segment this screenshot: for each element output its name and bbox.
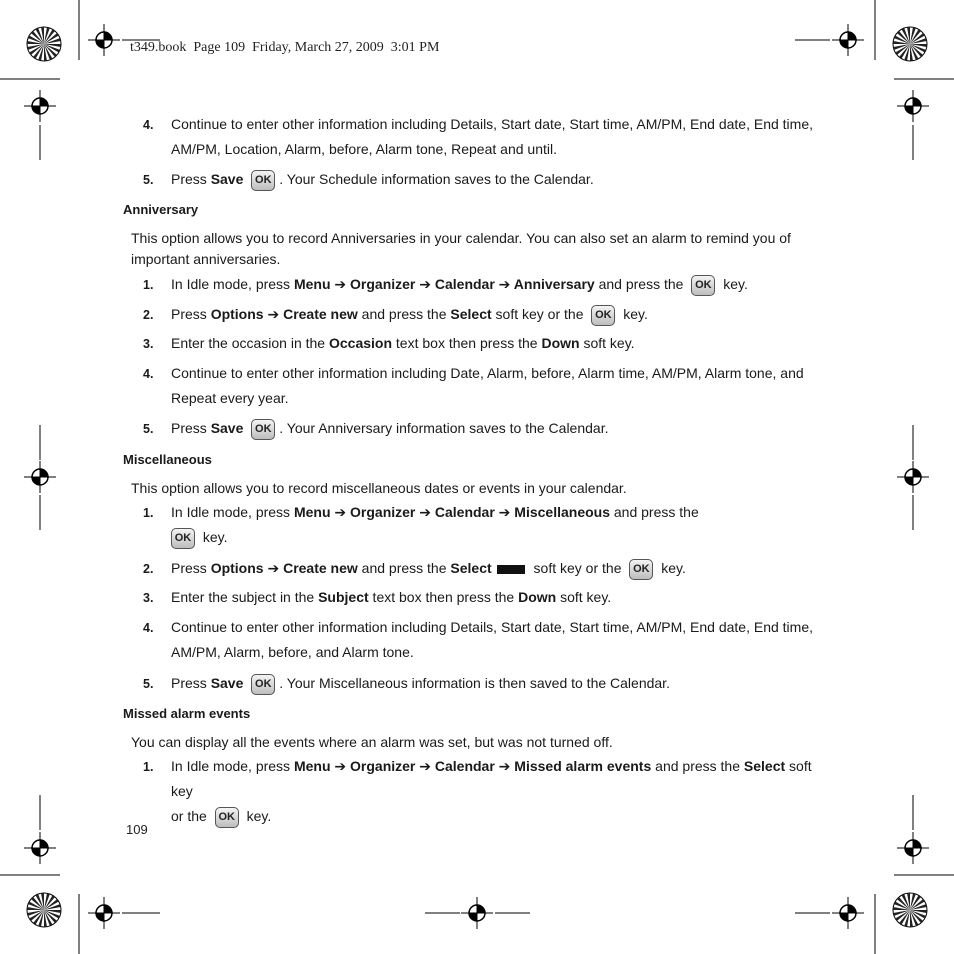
step-text: and press the bbox=[610, 504, 699, 520]
menu-path: Menu ➔ Organizer ➔ Calendar ➔ Missed alarm events bbox=[293, 758, 652, 774]
step-text: key. bbox=[657, 560, 686, 576]
down-label: Down bbox=[541, 335, 580, 351]
down-label: Down bbox=[518, 589, 557, 605]
page-number: 109 bbox=[126, 822, 148, 837]
step-text: In Idle mode, press bbox=[171, 758, 294, 774]
step-number: 1. bbox=[143, 278, 154, 292]
step-number: 1. bbox=[143, 506, 154, 520]
step-number: 5. bbox=[143, 677, 154, 691]
step-text: or the bbox=[171, 808, 211, 824]
step-text: AM/PM, Alarm, before, and Alarm tone. bbox=[171, 644, 414, 660]
step-text: Press bbox=[171, 420, 211, 436]
step-text: In Idle mode, press bbox=[171, 504, 294, 520]
step-text: Continue to enter other information including Details, Start date, Start time, AM/PM, End date, End time, bbox=[171, 116, 813, 132]
step-text: Press bbox=[171, 560, 211, 576]
step-text: . Your Miscellaneous information is then saved to the Calendar. bbox=[279, 675, 670, 691]
field-name: Subject bbox=[318, 589, 369, 605]
section-heading-missed-alarm: Missed alarm events bbox=[123, 706, 251, 721]
step-number: 5. bbox=[143, 422, 154, 436]
star-target-icon bbox=[27, 27, 61, 61]
step-number: 2. bbox=[143, 562, 154, 576]
star-target-icon bbox=[27, 893, 61, 927]
step-number: 4. bbox=[143, 621, 154, 635]
select-label: Select bbox=[450, 560, 492, 576]
step-text: Continue to enter other information including Date, Alarm, before, Alarm time, AM/PM, Alarm tone, and bbox=[171, 365, 804, 381]
step-text: key. bbox=[619, 306, 648, 322]
ok-key-icon: OK bbox=[251, 170, 275, 191]
section-heading-anniversary: Anniversary bbox=[123, 202, 199, 217]
step-text: and press the bbox=[357, 560, 451, 576]
section-heading-miscellaneous: Miscellaneous bbox=[123, 452, 212, 467]
step-number: 2. bbox=[143, 308, 154, 322]
step-text: Press bbox=[171, 171, 211, 187]
select-label: Select bbox=[743, 758, 786, 774]
step-text: AM/PM, Location, Alarm, before, Alarm tone, Repeat and until. bbox=[171, 141, 557, 157]
save-label: Save bbox=[210, 171, 244, 187]
step-text: . Your Schedule information saves to the Calendar. bbox=[279, 171, 594, 187]
step-text: Continue to enter other information including Details, Start date, Start time, AM/PM, End date, End time, bbox=[171, 619, 813, 635]
section-intro: This option allows you to record miscellaneous dates or events in your calendar. bbox=[131, 480, 627, 496]
ok-key-icon: OK bbox=[251, 674, 275, 695]
step-text: Press bbox=[171, 306, 211, 322]
step-text: Repeat every year. bbox=[171, 390, 289, 406]
star-target-icon bbox=[893, 893, 927, 927]
soft-key-icon bbox=[497, 565, 525, 574]
ok-key-icon: OK bbox=[591, 305, 615, 326]
step-text: soft key. bbox=[556, 589, 612, 605]
step-text: and press the bbox=[357, 306, 451, 322]
menu-path: Menu ➔ Organizer ➔ Calendar ➔ Miscellaneous bbox=[293, 504, 610, 520]
step-text: Enter the occasion in the bbox=[171, 335, 329, 351]
step-text: text box then press the bbox=[392, 335, 542, 351]
menu-path: Options ➔ Create new bbox=[210, 306, 358, 322]
step-text: In Idle mode, press bbox=[171, 276, 294, 292]
step-text: soft key. bbox=[579, 335, 635, 351]
step-number: 1. bbox=[143, 760, 154, 774]
menu-path: Options ➔ Create new bbox=[210, 560, 358, 576]
step-text: soft key bbox=[171, 758, 812, 799]
step-text: and press the bbox=[594, 276, 688, 292]
field-name: Occasion bbox=[329, 335, 393, 351]
ok-key-icon: OK bbox=[629, 559, 653, 580]
step-number: 5. bbox=[143, 173, 154, 187]
step-number: 3. bbox=[143, 591, 154, 605]
step-text: and press the bbox=[651, 758, 744, 774]
step-text: Enter the subject in the bbox=[171, 589, 319, 605]
ok-key-icon: OK bbox=[215, 807, 239, 828]
section-intro: This option allows you to record Anniversaries in your calendar. You can also set an alarm to remind you of important anniversaries. bbox=[131, 230, 791, 267]
ok-key-icon: OK bbox=[691, 275, 715, 296]
menu-path: Menu ➔ Organizer ➔ Calendar ➔ Anniversary bbox=[293, 276, 595, 292]
step-text: key. bbox=[242, 808, 272, 824]
section-intro: You can display all the events where an alarm was set, but was not turned off. bbox=[131, 734, 613, 750]
step-text: Press bbox=[171, 675, 211, 691]
step-text: soft key or the bbox=[491, 306, 588, 322]
print-header: t349.book Page 109 Friday, March 27, 2009 3:01 PM bbox=[130, 40, 440, 55]
step-number: 4. bbox=[143, 367, 154, 381]
save-label: Save bbox=[210, 675, 244, 691]
ok-key-icon: OK bbox=[171, 528, 195, 549]
step-text: text box then press the bbox=[368, 589, 519, 605]
select-label: Select bbox=[450, 306, 492, 322]
save-label: Save bbox=[210, 420, 244, 436]
step-text: key. bbox=[199, 529, 228, 545]
step-number: 3. bbox=[143, 337, 154, 351]
step-text: key. bbox=[719, 276, 748, 292]
ok-key-icon: OK bbox=[251, 419, 275, 440]
star-target-icon bbox=[893, 27, 927, 61]
step-text: soft key or the bbox=[529, 560, 626, 576]
step-number: 4. bbox=[143, 118, 154, 132]
step-text: . Your Anniversary information saves to the Calendar. bbox=[279, 420, 609, 436]
